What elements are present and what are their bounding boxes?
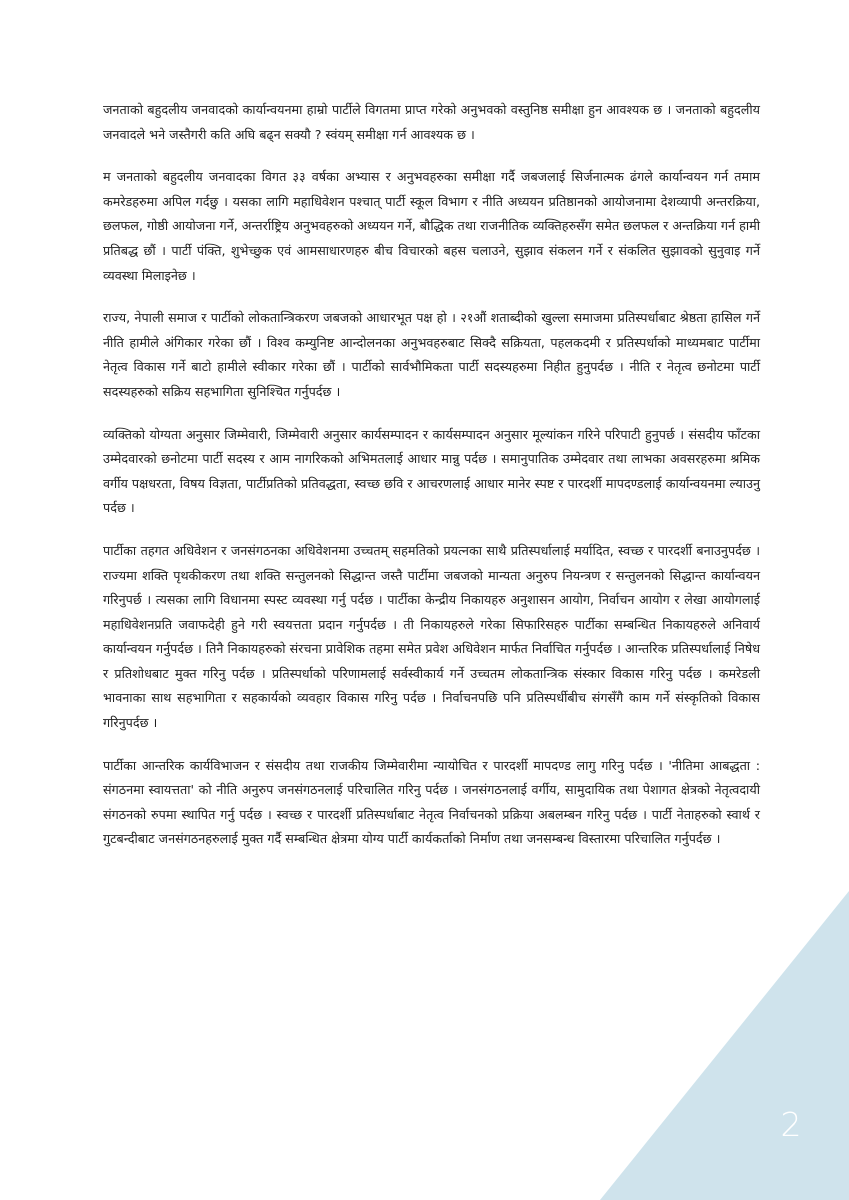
paragraph-democratization: राज्य, नेपाली समाज र पार्टीको लोकतान्त्रिकरण जबजको आधारभूत पक्ष हो । २१औं शताब्दीको खुल्ला समाजमा प्रतिस्पर्धाबाट श्रेष्ठता हासिल गर्ने नीति हामीले अंगिकार गरेका छौं । विश्व कम्युनिष्ट आन्दोलनका अनुभवहरुबाट सिक्दै सक्रियता, पहलकदमी र प्रतिस्पर्धाको माध्यमबाट पार्टीमा नेतृत्व विकास गर्ने बाटो हामीले स्वीकार गरेका छौं । पार्टीको सार्वभौमिकता पार्टी सदस्यहरुमा निहीत हुनुपर्दछ । नीति र नेतृत्व छनोटमा पार्टी सदस्यहरुको सक्रिय सहभागिता सुनिश्चित गर्नुपर्दछ । [103, 310, 760, 399]
paragraph-evaluation: जनताको बहुदलीय जनवादको कार्यान्वयनमा हाम्रो पार्टीले विगतमा प्राप्त गरेको अनुभवको वस्तुनिष्ठ समीक्षा हुन आवश्यक छ । जनताको बहुदलीय जनवादले भने जस्तैगरी कति अघि बढ्न सक्यौ ? स्वंयम् समीक्षा गर्न आवश्यक छ । [103, 102, 760, 142]
document-body [103, 98, 760, 870]
paragraph-merit-responsibility: व्यक्तिको योग्यता अनुसार जिम्मेवारी, जिम्मेवारी अनुसार कार्यसम्पादन र कार्यसम्पादन अनुसार मूल्यांकन गरिने परिपाटी हुनुपर्छ । संसदीय फाँटका उम्मेदवारको छनोटमा पार्टी सदस्य र आम नागरिकको अभिमतलाई आधार मान्नु पर्दछ । समानुपातिक उम्मेदवार तथा लाभका अवसरहरुमा श्रमिक वर्गीय पक्षधरता, विषय विज्ञता, पार्टीप्रतिको प्रतिवद्धता, स्वच्छ छवि र आचरणलाई आधार मानेर स्पष्ट र पारदर्शी मापदण्डलाई कार्यान्वयनमा ल्याउनु पर्दछ । [103, 426, 760, 516]
paragraph-review-appeal: म जनताको बहुदलीय जनवादका विगत ३३ वर्षका अभ्यास र अनुभवहरुका समीक्षा गर्दै जबजलाई सिर्जनात्मक ढंगले कार्यान्वयन गर्न तमाम कमरेडहरुमा अपिल गर्दछु । यसका लागि महाधिवेशन पश्चात् पार्टी स्कूल विभाग र नीति अध्ययन प्रतिष्ठानको आयोजनामा देशव्यापी अन्तरक्रिया, छलफल, गोष्ठी आयोजना गर्ने, अन्तर्राष्ट्रिय अनुभवहरुको अध्ययन गर्ने, बौद्धिक तथा राजनीतिक व्यक्तिहरुसँग समेत छलफल र अन्तक्रिया गर्न हामी प्रतिबद्ध छौं । पार्टी पंक्ति, शुभेच्छुक एवं आमसाधारणहरु बीच विचारको बहस चलाउने, सुझाव संकलन गर्ने र संकलित सुझावको सुनुवाइ गर्ने व्यवस्था मिलाइनेछ । [103, 169, 761, 283]
corner-decoration [600, 891, 849, 1200]
paragraph-conventions-checks-balances: पार्टीका तहगत अधिवेशन र जनसंगठनका अधिवेशनमा उच्चतम् सहमतिको प्रयत्नका साथै प्रतिस्पर्धालाई मर्यादित, स्वच्छ र पारदर्शी बनाउनुपर्दछ । राज्यमा शक्ति पृथकीकरण तथा शक्ति सन्तुलनको सिद्धान्त जस्तै पार्टीमा जबजको मान्यता अनुरुप नियन्त्रण र सन्तुलनको सिद्धान्त कार्यान्वयन गरिनुपर्छ । त्यसका लागि विधानमा स्पस्ट व्यवस्था गर्नु पर्दछ । पार्टीका केन्द्रीय निकायहरु अनुशासन आयोग, निर्वाचन आयोग र लेखा आयोगलाई महाधिवेशनप्रति जवाफदेही हुने गरी स्वयत्तता प्रदान गर्नुपर्दछ । ती निकायहरुले गरेका सिफारिसहरु पार्टीका सम्बन्धित निकायहरुले अनिवार्य कार्यान्वयन गर्नुपर्दछ । तिनै निकायहरुको संरचना प्रावेशिक तहमा समेत प्रवेश अधिवेशन मार्फत निर्वाचित गर्नुपर्दछ । आन्तरिक प्रतिस्पर्धालाई निषेध र प्रतिशोधबाट मुक्त गरिनु पर्दछ । प्रतिस्पर्धाको परिणामलाई सर्वस्वीकार्य गर्ने उच्चतम लोकतान्त्रिक संस्कार विकास गरिनु पर्दछ । कमरेडली भावनाका साथ सहभागिता र सहकार्यको व्यवहार विकास गरिनु पर्दछ । निर्वाचनपछि पनि प्रतिस्पर्धीबीच संगसँगै काम गर्ने संस्कृतिको विकास गरिनुपर्दछ । [103, 542, 760, 731]
paragraph-mass-organizations: पार्टीका आन्तरिक कार्यविभाजन र संसदीय तथा राजकीय जिम्मेवारीमा न्यायोचित र पारदर्शी मापदण्ड लागु गरिनु पर्दछ । 'नीतिमा आबद्धता : संगठनमा स्वायत्तता' को नीति अनुरुप जनसंगठनलाई परिचालित गरिनु पर्दछ । जनसंगठनलाई वर्गीय, सामुदायिक तथा पेशागत क्षेत्रको नेतृत्वदायी संगठनको रुपमा स्थापित गर्नु पर्दछ । स्वच्छ र पारदर्शी प्रतिस्पर्धाबाट नेतृत्व निर्वाचनको प्रक्रिया अबलम्बन गरिनु पर्दछ । पार्टी नेताहरुको स्वार्थ र गुटबन्दीबाट जनसंगठनहरुलाई मुक्त गर्दै सम्बन्धित क्षेत्रमा योग्य पार्टी कार्यकर्ताको निर्माण तथा जनसम्बन्ध विस्तारमा परिचालित गर्नुपर्दछ । [103, 757, 760, 847]
page-number: 2 [780, 1105, 802, 1144]
